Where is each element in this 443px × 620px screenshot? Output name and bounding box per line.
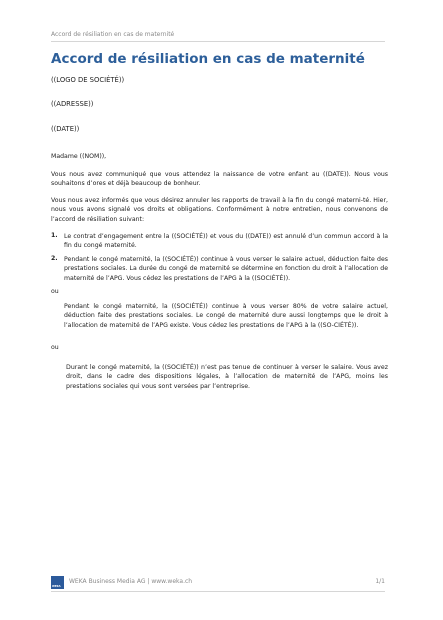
logo-placeholder: ((LOGO DE SOCIÉTÉ)) (51, 76, 125, 84)
alternative-1-text: Pendant le congé maternité, la ((SOCIÉTÉ)) continue à vous verser 80% de votre salaire actuel, déduction faite des prestations sociales. Le congé de maternité dure aussi longtemps que le droit à l’allocation de maternité de l’APG existe. Vous cédez les prestations de l’APG à la ((SO-CIÉTÉ)). (64, 303, 388, 329)
running-header: Accord de résiliation en cas de maternité (51, 31, 175, 38)
alternative-2-text: Durant le congé maternité, la ((SOCIÉTÉ)) n’est pas tenue de continuer à verser le salaire. Vous avez droit, dans le cadre des dispositions légales, à l’allocation de maternité de l’APG, moins les prestations sociales qui vous sont versées par l’entreprise. (66, 364, 388, 390)
document-title: Accord de résiliation en cas de maternité (51, 51, 365, 67)
paragraph-context: Vous nous avez informés que vous désirez annuler les rapports de travail à la fin du congé materni-té. Hier, nous vous avons signalé vos droits et obligations. Conformément à notre entretien, nous convenons de l’accord de résiliation suivant: (51, 197, 388, 223)
item-2-number: 2. (51, 255, 58, 262)
address-placeholder: ((ADRESSE)) (51, 100, 94, 108)
item-2-text: Pendant le congé maternité, la ((SOCIÉTÉ)) continue à vous verser le salaire actuel, déduction faite des prestations sociales. La durée du congé de maternité se détermine en fonction du droit à l’allocation de maternité de l’APG. Vous cédez les prestations de l’APG à la ((SOCIÉTÉ)). (64, 256, 388, 282)
paragraph-intro: Vous nous avez communiqué que vous attendez la naissance de votre enfant au ((DATE)). Nous vous souhaitons d’ores et déjà beaucoup de bonheur. (51, 171, 388, 188)
footer-divider (51, 591, 385, 592)
salutation: Madame ((NOM)), (51, 153, 107, 160)
date-placeholder: ((DATE)) (51, 125, 80, 133)
footer-publisher: WEKA Business Media AG | www.weka.ch (69, 578, 193, 585)
item-1-text: Le contrat d’engagement entre la ((SOCIÉTÉ)) et vous du ((DATE)) est annulé d’un commun accord à la fin du congé maternité. (64, 233, 388, 250)
or-label-1: ou (51, 288, 59, 295)
page-number: 1/1 (375, 578, 385, 585)
weka-logo: WEKA (51, 576, 64, 589)
or-label-2: ou (51, 344, 59, 351)
item-1-number: 1. (51, 232, 58, 239)
header-divider (51, 41, 385, 42)
